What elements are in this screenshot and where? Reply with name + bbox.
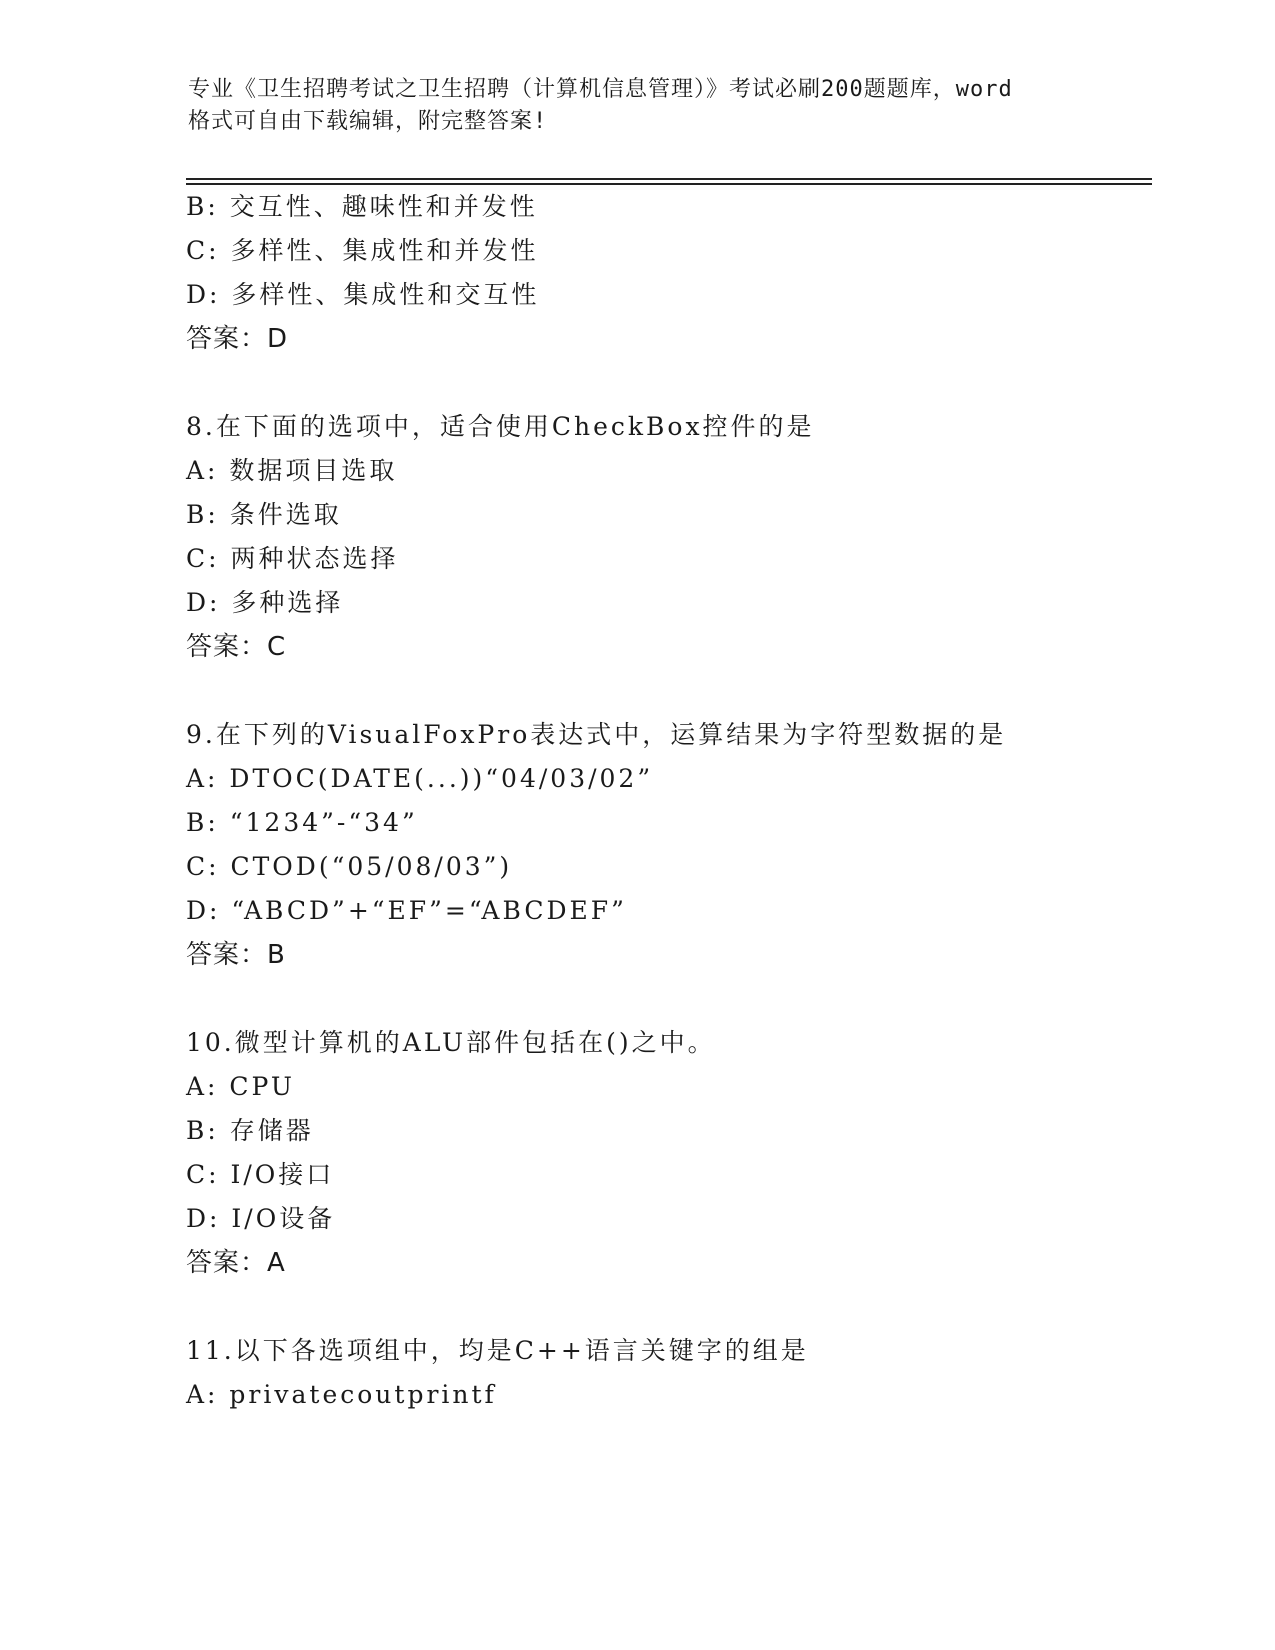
q10-option-a: A: CPU	[186, 1072, 296, 1101]
q9-answer: 答案：B	[186, 940, 286, 970]
q8-stem: 8.在下面的选项中，适合使用CheckBox控件的是	[186, 412, 815, 441]
q7-option-d: D: 多样性、集成性和交互性	[186, 280, 540, 309]
q9-option-d: D: “ABCD”+“EF”=“ABCDEF”	[186, 896, 627, 925]
q10-option-c: C: I/O接口	[186, 1160, 335, 1189]
q7-option-c: C: 多样性、集成性和并发性	[186, 236, 539, 265]
q10-stem: 10.微型计算机的ALU部件包括在()之中。	[186, 1028, 716, 1057]
header-line-1: 专业《卫生招聘考试之卫生招聘（计算机信息管理）》考试必刷200题题库，word	[188, 77, 1013, 102]
q8-option-a: A: 数据项目选取	[186, 456, 398, 485]
q11-option-a: A: privatecoutprintf	[186, 1380, 497, 1409]
document-header	[188, 74, 1088, 138]
q8-option-d: D: 多种选择	[186, 588, 344, 617]
q7-option-b: B: 交互性、趣味性和并发性	[186, 192, 538, 221]
q9-option-c: C: CTOD(“05/08/03”)	[186, 852, 513, 881]
q8-option-b: B: 条件选取	[186, 500, 342, 529]
header-divider-top	[186, 178, 1152, 180]
q10-answer: 答案：A	[186, 1248, 286, 1278]
q8-option-c: C: 两种状态选择	[186, 544, 399, 573]
q10-option-d: D: I/O设备	[186, 1204, 336, 1233]
q10-option-b: B: 存储器	[186, 1116, 314, 1145]
q9-option-a: A: DTOC(DATE(...))“04/03/02”	[186, 764, 654, 793]
header-line-2: 格式可自由下载编辑，附完整答案!	[188, 109, 548, 134]
q11-stem: 11.以下各选项组中，均是C++语言关键字的组是	[186, 1336, 809, 1365]
header-divider-bottom	[186, 183, 1152, 185]
q8-answer: 答案：C	[186, 632, 287, 662]
q7-answer: 答案：D	[186, 324, 289, 354]
q9-option-b: B: “1234”-“34”	[186, 808, 418, 837]
q9-stem: 9.在下列的VisualFoxPro表达式中，运算结果为字符型数据的是	[186, 720, 1007, 749]
